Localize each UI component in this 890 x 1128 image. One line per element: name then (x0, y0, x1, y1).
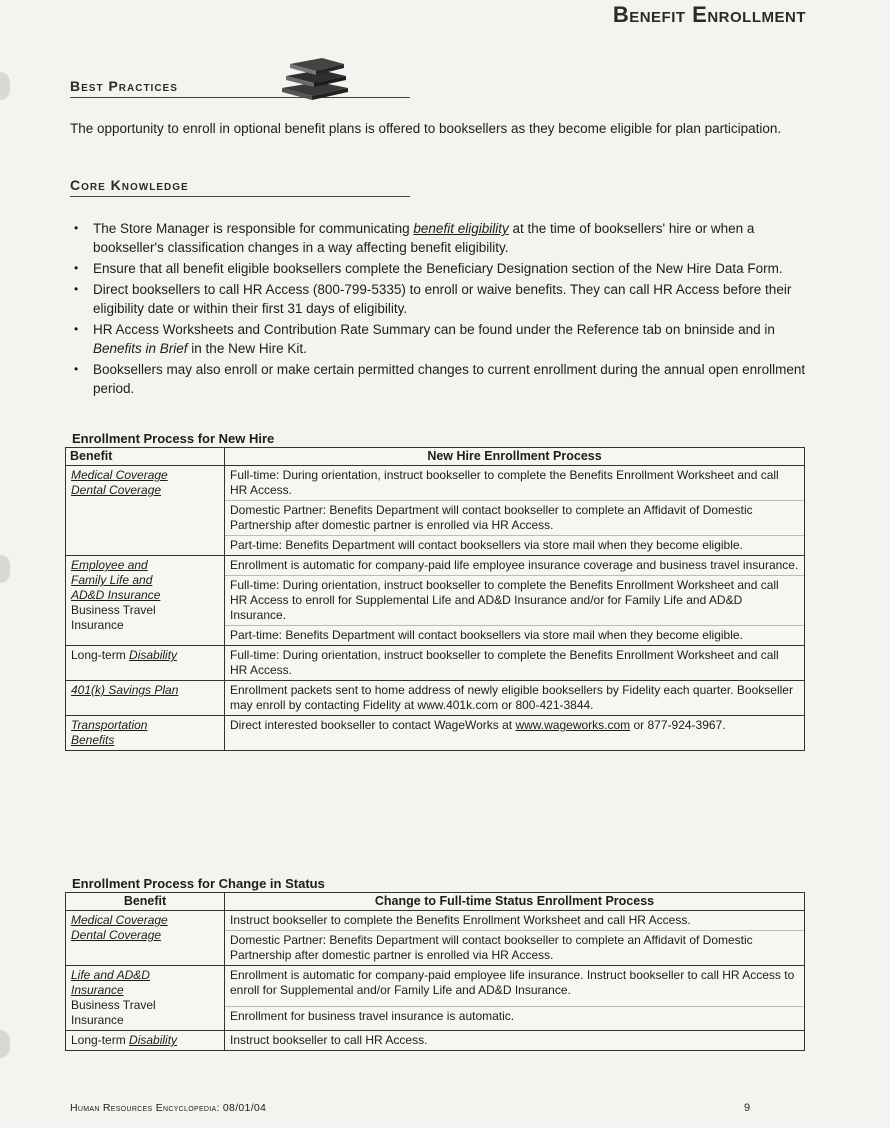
medical-coverage-link[interactable]: Medical Coverage (71, 468, 168, 482)
wageworks-link[interactable]: www.wageworks.com (515, 718, 631, 732)
process-cell: Domestic Partner: Benefits Department will contact bookseller to complete an Affidavit of Domestic Partnership after domestic partner is enrolled via HR Access. (225, 931, 805, 966)
list-item: • HR Access Worksheets and Contribution Rate Summary can be found under the Reference tab on bninside and in Benefits in Brief in the New Hire Kit. (72, 320, 812, 358)
transportation-benefits-link[interactable]: Benefits (71, 733, 115, 747)
list-item: • Ensure that all benefit eligible booksellers complete the Beneficiary Designation section of the New Hire Data Form. (72, 259, 812, 278)
medical-coverage-link[interactable]: Medical Coverage (71, 913, 168, 927)
401k-savings-link[interactable]: 401(k) Savings Plan (71, 683, 179, 697)
process-cell: Full-time: During orientation, instruct bookseller to complete the Benefits Enrollment Worksheet and call HR Access. (225, 646, 805, 681)
process-cell: Instruct bookseller to call HR Access. (225, 1031, 805, 1051)
process-cell: Full-time: During orientation, instruct bookseller to complete the Benefits Enrollment Worksheet and call HR Access to enroll for Supplemental Life and AD&D Insurance and/or for Family Life and AD&D Insurance. (225, 576, 805, 626)
benefit-eligibility-link[interactable]: benefit eligibility (413, 221, 509, 236)
table-row (66, 466, 805, 501)
binder-hole (0, 72, 10, 100)
new-hire-table (65, 447, 805, 751)
binder-hole (0, 1030, 10, 1058)
process-cell: Enrollment is automatic for company-paid employee life insurance. Instruct bookseller to call HR Access to enroll for Supplemental and/or Family Life and AD&D Insurance. (225, 966, 805, 1007)
status-table-caption: Enrollment Process for Change in Status (72, 876, 325, 891)
life-add-link[interactable]: Life and AD&D (71, 968, 150, 982)
table-row (66, 716, 805, 751)
binder-hole (0, 555, 10, 583)
heading-rule (70, 97, 410, 98)
transportation-link[interactable]: Transportation (71, 718, 148, 732)
best-practices-heading: Best Practices (70, 78, 178, 94)
list-item: • Direct booksellers to call HR Access (800-799-5335) to enroll or waive benefits. They can call HR Access before their eligibility date or within their first 31 days of eligibility. (72, 280, 812, 318)
column-header-process: New Hire Enrollment Process (225, 448, 805, 466)
table-row: Long-term Disability Full-time: During orientation, instruct bookseller to complete the Benefits Enrollment Worksheet and call HR Access. (66, 646, 805, 681)
core-knowledge-heading: Core Knowledge (70, 177, 189, 193)
disability-link[interactable]: Disability (129, 1033, 178, 1047)
heading-rule (70, 196, 410, 197)
disability-link[interactable]: Disability (129, 648, 178, 662)
process-cell: Full-time: During orientation, instruct bookseller to complete the Benefits Enrollment Worksheet and call HR Access. (225, 466, 805, 501)
dental-coverage-link[interactable]: Dental Coverage (71, 928, 162, 942)
employee-life-link[interactable]: Employee and (71, 558, 148, 572)
status-table (65, 892, 805, 1051)
process-cell: Enrollment is automatic for company-paid life employee insurance coverage and business travel insurance. (225, 556, 805, 576)
process-cell: Enrollment for business travel insurance is automatic. (225, 1007, 805, 1031)
column-header-benefit: Benefit (66, 893, 225, 911)
process-cell: Part-time: Benefits Department will contact booksellers via store mail when they become eligible. (225, 626, 805, 646)
process-cell: Instruct bookseller to complete the Benefits Enrollment Worksheet and call HR Access. (225, 911, 805, 931)
process-cell: Enrollment packets sent to home address of newly eligible booksellers by Fidelity each quarter. Bookseller may enroll by contacting Fidelity at www.401k.com or 800-421-3844. (225, 681, 805, 716)
insurance-link[interactable]: Insurance (71, 983, 124, 997)
core-knowledge-list (72, 219, 812, 400)
table-row: Life and AD&D Insurance Business Travel Insurance Enrollment is automatic for company-paid employee life insurance. Instruct bookseller to call HR Access to enroll for Supplemental and/or Family Life and AD&D Insurance. (66, 966, 805, 1007)
table-row: Employee and Family Life and AD&D Insurance Business Travel Insurance Enrollment is automatic for company-paid life employee insurance coverage and business travel insurance. (66, 556, 805, 576)
list-item: • Booksellers may also enroll or make certain permitted changes to current enrollment during the annual open enrollment period. (72, 360, 812, 398)
column-header-process: Change to Full-time Status Enrollment Process (225, 893, 805, 911)
process-cell: Direct interested bookseller to contact WageWorks at www.wageworks.com or 877-924-3967. (225, 716, 805, 751)
process-cell: Part-time: Benefits Department will contact booksellers via store mail when they become eligible. (225, 536, 805, 556)
add-insurance-link[interactable]: AD&D Insurance (71, 588, 161, 602)
table-row (66, 681, 805, 716)
books-icon (278, 52, 352, 102)
dental-coverage-link[interactable]: Dental Coverage (71, 483, 162, 497)
process-cell: Domestic Partner: Benefits Department will contact bookseller to complete an Affidavit of Domestic Partnership after domestic partner is enrolled via HR Access. (225, 501, 805, 536)
column-header-benefit: Benefit (66, 448, 225, 466)
table-row: Long-term Disability Instruct bookseller to call HR Access. (66, 1031, 805, 1051)
page-number: 9 (744, 1102, 751, 1114)
table-row (66, 911, 805, 931)
page-title: Benefit Enrollment (612, 2, 806, 27)
new-hire-table-caption: Enrollment Process for New Hire (72, 431, 275, 446)
family-life-link[interactable]: Family Life and (71, 573, 153, 587)
footer-text: Human Resources Encyclopedia: 08/01/04 (70, 1102, 267, 1114)
best-practices-text: The opportunity to enroll in optional benefit plans is offered to booksellers as they become eligible for plan participation. (70, 121, 782, 136)
list-item: • The Store Manager is responsible for communicating benefit eligibility at the time of booksellers' hire or when a bookseller's classification changes in a way affecting benefit eligibility. (72, 219, 812, 257)
